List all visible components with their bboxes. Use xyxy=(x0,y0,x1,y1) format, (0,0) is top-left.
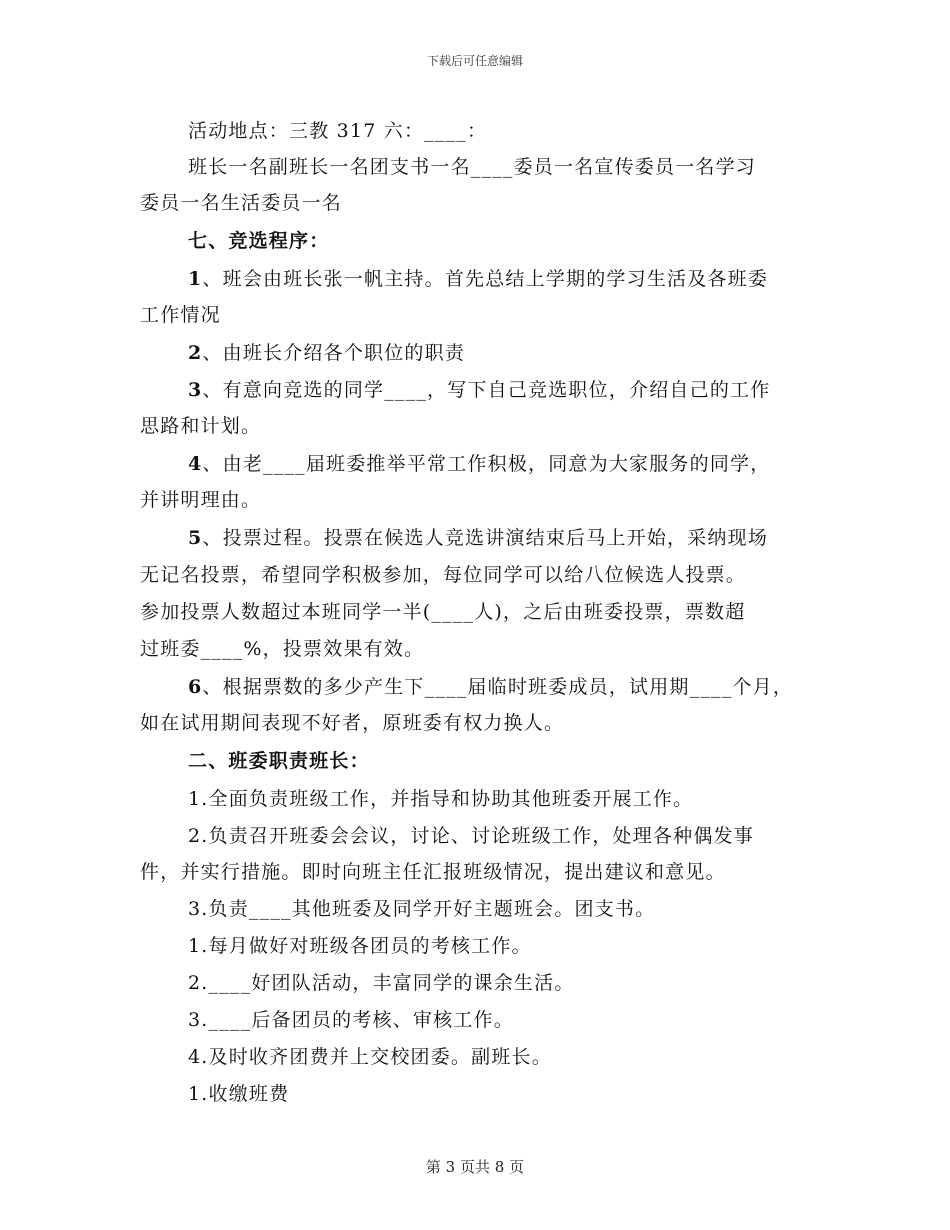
procedure-item-4-line-1 xyxy=(188,449,770,476)
item-number: 3 xyxy=(188,379,203,401)
league-secretary-duty-3: 3.____后备团员的考核、审核工作。 xyxy=(188,1009,514,1031)
monitor-duty-3: 3.负责____其他班委及同学开好主题班会。团支书。 xyxy=(188,898,656,920)
procedure-item-1-line-1 xyxy=(188,264,768,291)
item-text: 、由班长介绍各个职位的职责 xyxy=(202,342,466,364)
item-number: 4 xyxy=(188,453,203,475)
monitor-duty-2-line-1: 2.负责召开班委会会议，讨论、讨论班级工作，处理各种偶发事 xyxy=(188,825,754,847)
procedure-item-6-line-2: 如在试用期间表现不好者，原班委有权力换人。 xyxy=(140,712,565,734)
procedure-item-3-line-2: 思路和计划。 xyxy=(140,415,262,437)
section-heading-committee-duties: 二、班委职责班长： xyxy=(188,750,370,772)
item-number: 2 xyxy=(188,342,203,364)
positions-line-1: 班长一名副班长一名团支书一名____委员一名宣传委员一名学习 xyxy=(188,156,757,178)
league-secretary-duty-4: 4.及时收齐团费并上交校团委。副班长。 xyxy=(188,1046,552,1068)
item-text: 、班会由班长张一帆主持。首先总结上学期的学习生活及各班委 xyxy=(202,268,769,290)
item-text: 、由老____届班委推举平常工作积极，同意为大家服务的同学， xyxy=(202,453,771,475)
page-header: 下载后可任意编辑 xyxy=(426,54,523,68)
section-heading-election-procedure: 七、竞选程序： xyxy=(188,230,330,252)
procedure-item-5-line-2: 无记名投票，希望同学积极参加，每位同学可以给八位候选人投票。 xyxy=(140,564,747,586)
procedure-item-3-line-1 xyxy=(188,375,770,402)
item-number: 1 xyxy=(188,268,203,290)
item-text: 、投票过程。投票在候选人竞选讲演结束后马上开始，采纳现场 xyxy=(202,527,769,549)
procedure-item-5-line-4: 过班委____%，投票效果有效。 xyxy=(140,638,425,660)
procedure-item-5-line-3: 参加投票人数超过本班同学一半(____人)，之后由班委投票，票数超 xyxy=(140,601,746,623)
page-footer: 第 3 页共 8 页 xyxy=(425,1158,525,1176)
item-text: 、根据票数的多少产生下____届临时班委成员，试用期____个月， xyxy=(202,676,794,698)
procedure-item-2 xyxy=(188,338,465,365)
league-secretary-duty-1: 1.每月做好对班级各团员的考核工作。 xyxy=(188,935,532,957)
item-number: 6 xyxy=(188,676,203,698)
procedure-item-4-line-2: 并讲明理由。 xyxy=(140,489,262,511)
procedure-item-1-line-2: 工作情况 xyxy=(140,304,221,326)
item-number: 5 xyxy=(188,527,203,549)
league-secretary-duty-2: 2.____好团队活动，丰富同学的课余生活。 xyxy=(188,972,575,994)
monitor-duty-1: 1.全面负责班级工作，并指导和协助其他班委开展工作。 xyxy=(188,788,694,810)
vice-monitor-duty-1: 1.收缴班费 xyxy=(188,1083,290,1105)
activity-location-line: 活动地点：三教 317 六：____： xyxy=(188,120,488,142)
positions-line-2: 委员一名生活委员一名 xyxy=(140,192,343,214)
item-text: 、有意向竞选的同学____，写下自己竞选职位，介绍自己的工作 xyxy=(202,379,771,401)
procedure-item-5-line-1 xyxy=(188,523,768,550)
monitor-duty-2-line-2: 件，并实行措施。即时向班主任汇报班级情况，提出建议和意见。 xyxy=(140,861,726,883)
procedure-item-6-line-1 xyxy=(188,672,793,699)
